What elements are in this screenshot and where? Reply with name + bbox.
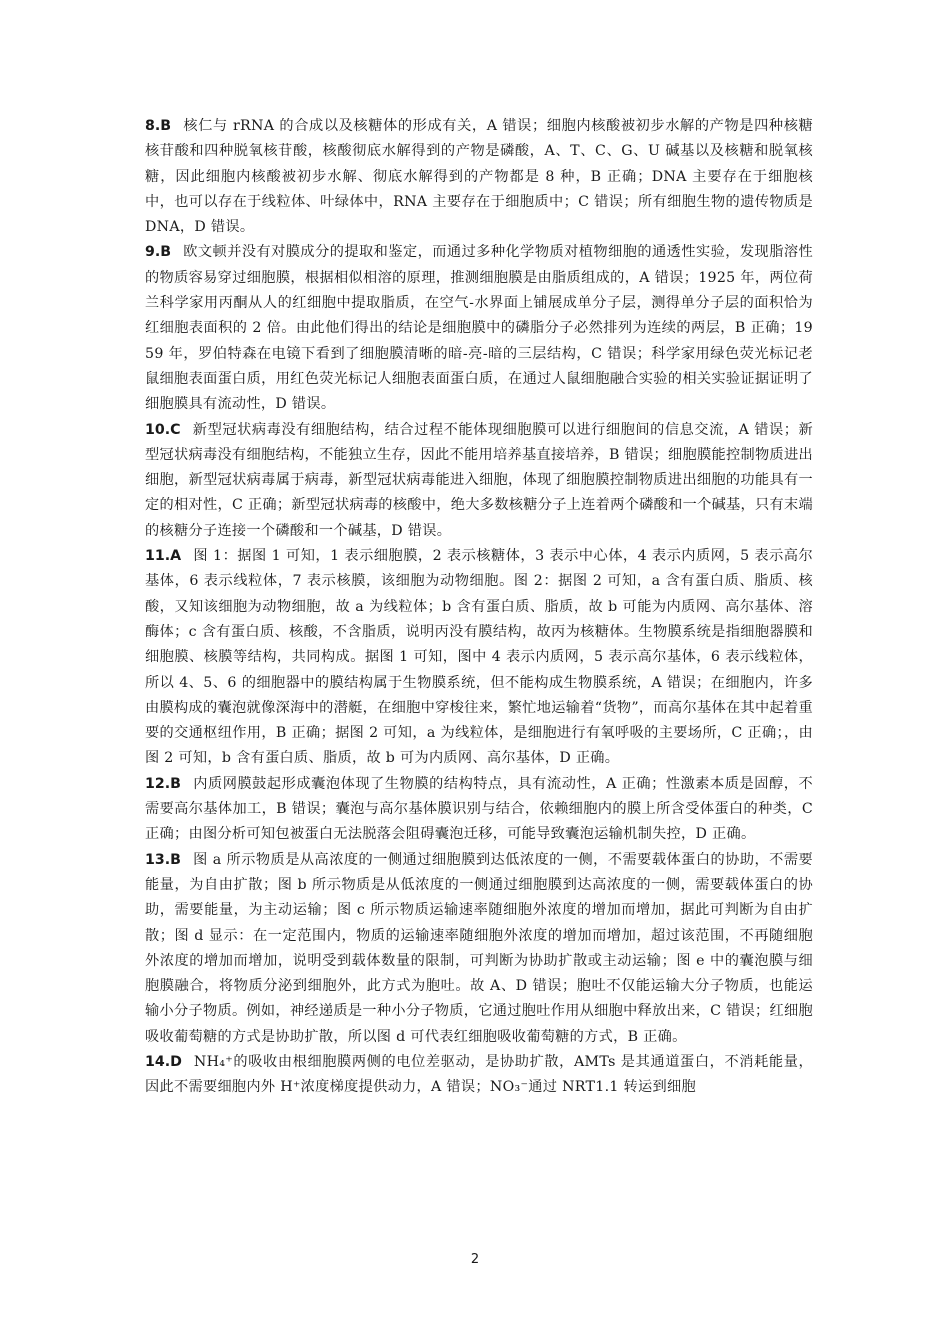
answer-text: 欧文顿并没有对膜成分的提取和鉴定，而通过多种化学物质对植物细胞的通透性实验，发现脂溶性的物质容易穿过细胞膜，根据相似相溶的原理，推测细胞膜是由脂质组成的，A 错误；1925 年，两位荷兰科学家用丙酮从人的红细胞中提取脂质，在空气-水界面上铺展成单分子层，测得单分子层的面积恰为红细胞表面积的 2 倍。由此他们得出的结论是细胞膜中的磷脂分子必然排列为连续的两层，B 正确；1959 年，罗伯特森在电镜下看到了细胞膜清晰的暗-亮-暗的三层结构，C 错误；科学家用绿色荧光标记老鼠细胞表面蛋白质，用红色荧光标记人细胞表面蛋白质，在通过人鼠细胞融合实验的相关实验证据证明了细胞膜具有流动性，D 错误。 (145, 244, 813, 413)
answer-text: 图 a 所示物质是从高浓度的一侧通过细胞膜到达低浓度的一侧，不需要载体蛋白的协助，不需要能量，为自由扩散；图 b 所示物质是从低浓度的一侧通过细胞膜到达高浓度的一侧，需要载体蛋白的协助，需要能量，为主动运输；图 c 所示物质运输速率随细胞外浓度的增加而增加，据此可判断为自由扩散；图 d 显示：在一定范围内，物质的运输速率随细胞外浓度的增加而增加，超过该范围，不再随细胞外浓度的增加而增加，说明受到载体数量的限制，可判断为协助扩散或主动运输；图 e 中的囊泡膜与细胞膜融合，将物质分泌到细胞外，此方式为胞吐。故 A、D 错误；胞吐不仅能运输大分子物质，也能运输小分子物质。例如，神经递质是一种小分子物质，它通过胞吐作用从细胞中释放出来，C 错误；红细胞吸收葡萄糖的方式是协助扩散，所以图 d 可代表红细胞吸收葡萄糖的方式，B 正确。 (145, 851, 813, 1045)
answer-text: NH₄⁺的吸收由根细胞膜两侧的电位差驱动，是协助扩散，AMTs 是其通道蛋白，不消耗能量，因此不需要细胞内外 H⁺浓度梯度提供动力，A 错误；NO₃⁻通过 NRT1.1 转运到细胞 (145, 1053, 813, 1096)
answer-number: 9.B (145, 244, 172, 261)
answer-12 (145, 772, 813, 848)
answer-text: 新型冠状病毒没有细胞结构，结合过程不能体现细胞膜可以进行细胞间的信息交流，A 错误；新型冠状病毒没有细胞结构，不能独立生存，因此不能用培养基直接培养，B 错误；细胞膜能控制物质进出细胞，新型冠状病毒属于病毒，新型冠状病毒能进入细胞，体现了细胞膜控制物质进出细胞的功能具有一定的相对性，C 正确；新型冠状病毒的核酸中，绝大多数核糖分子上连着两个磷酸和一个碱基，只有末端的核糖分子连接一个磷酸和一个碱基，D 错误。 (145, 421, 813, 539)
answer-text: 内质网膜鼓起形成囊泡体现了生物膜的结构特点，具有流动性，A 正确；性激素本质是固醇，不需要高尔基体加工，B 错误；囊泡与高尔基体膜识别与结合，依赖细胞内的膜上所含受体蛋白的种类，C 正确；由图分析可知包被蛋白无法脱落会阻碍囊泡迁移，可能导致囊泡运输机制失控，D 正确。 (145, 775, 813, 843)
answer-number: 10.C (145, 421, 181, 438)
answer-page (145, 114, 813, 1101)
answer-9 (145, 240, 813, 417)
answer-number: 11.A (145, 548, 182, 565)
answer-8 (145, 114, 813, 240)
answer-13 (145, 848, 813, 1050)
answer-number: 8.B (145, 118, 172, 134)
answer-14 (145, 1050, 813, 1101)
answer-number: 14.D (145, 1053, 182, 1070)
page-number: 2 (470, 1252, 480, 1267)
answer-number: 12.B (145, 775, 181, 792)
answer-number: 13.B (145, 851, 181, 868)
answer-text: 核仁与 rRNA 的合成以及核糖体的形成有关，A 错误；细胞内核酸被初步水解的产物是四种核糖核苷酸和四种脱氧核苷酸，核酸彻底水解得到的产物是磷酸，A、T、C、G、U 碱基以及核糖和脱氧核糖，因此细胞内核酸被初步水解、彻底水解得到的产物都是 8 种，B 正确；DNA 主要存在于细胞核中，也可以存在于线粒体、叶绿体中，RNA 主要存在于细胞质中；C 错误；所有细胞生物的遗传物质是 DNA，D 错误。 (145, 118, 813, 236)
answer-11 (145, 544, 813, 772)
answer-text: 图 1：据图 1 可知，1 表示细胞膜，2 表示核糖体，3 表示中心体，4 表示内质网，5 表示高尔基体，6 表示线粒体，7 表示核膜，该细胞为动物细胞。图 2：据图 2 可知，a 含有蛋白质、脂质、核酸，又知该细胞为动物细胞，故 a 为线粒体；b 含有蛋白质、脂质，故 b 可能为内质网、高尔基体、溶酶体；c 含有蛋白质、核酸，不含脂质，说明丙没有膜结构，故丙为核糖体。生物膜系统是指细胞器膜和细胞膜、核膜等结构，共同构成。据图 1 可知，图中 4 表示内质网，5 表示高尔基体，6 表示线粒体，所以 4、5、6 的细胞器中的膜结构属于生物膜系统，但不能构成生物膜系统，A 错误；在细胞内，许多由膜构成的囊泡就像深海中的潜艇，在细胞中穿梭往来，繁忙地运输着“货物”，而高尔基体在其中起着重要的交通枢纽作用，B 正确；据图 2 可知，a 为线粒体，是细胞进行有氧呼吸的主要场所，C 正确；，由图 2 可知，b 含有蛋白质、脂质，故 b 可为内质网、高尔基体，D 正确。 (145, 548, 813, 767)
answer-10 (145, 418, 813, 544)
